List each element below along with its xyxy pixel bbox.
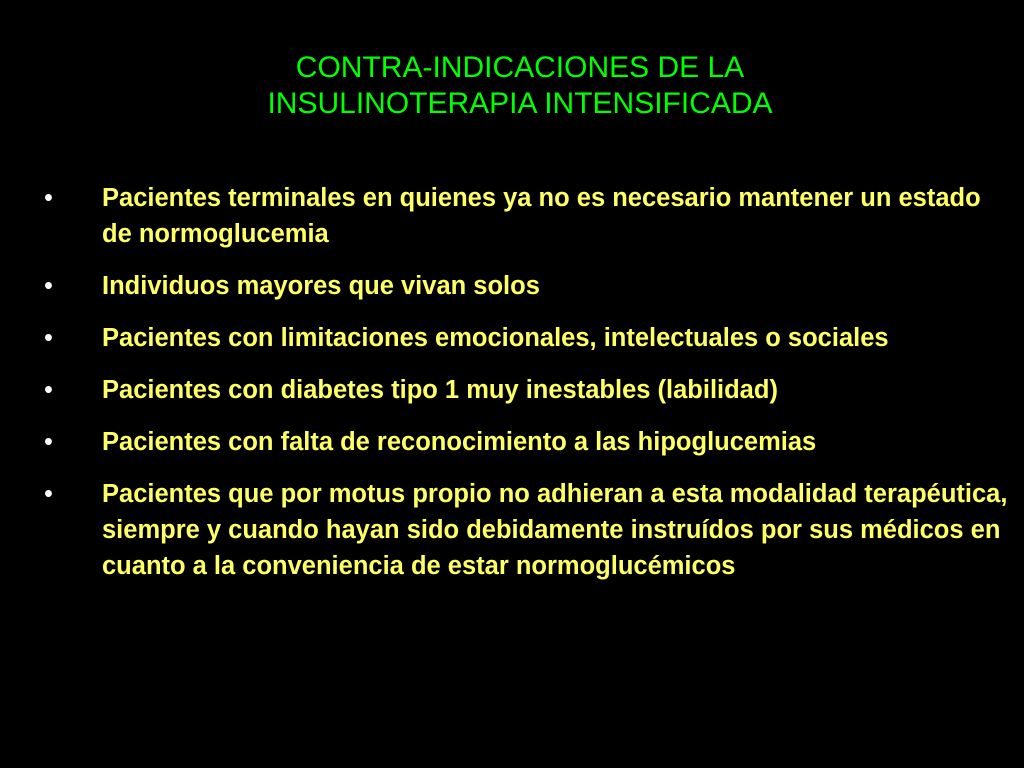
bullet-text: Individuos mayores que vivan solos: [102, 272, 540, 300]
bullet-item: [44, 320, 1014, 356]
bullet-dot-icon: •: [44, 324, 53, 352]
bullet-text: Pacientes terminales en quienes ya no es necesario mantener un estado de normoglucemia: [102, 184, 981, 248]
bullet-dot-icon: •: [44, 376, 53, 404]
bullet-list: [44, 180, 1014, 600]
bullet-item: [44, 268, 1014, 304]
bullet-item: [44, 372, 1014, 408]
bullet-item: [44, 180, 1014, 252]
bullet-dot-icon: •: [44, 428, 53, 456]
bullet-text: Pacientes con falta de reconocimiento a las hipoglucemias: [102, 428, 817, 456]
bullet-text: Pacientes con diabetes tipo 1 muy inestables (labilidad): [102, 376, 778, 404]
slide-title: [0, 50, 1024, 122]
bullet-item: [44, 476, 1014, 584]
bullet-text: Pacientes que por motus propio no adhieran a esta modalidad terapéutica, siempre y cuando hayan sido debidamente instruídos por sus médicos en cuanto a la conveniencia de estar normoglucémicos: [102, 480, 1008, 580]
bullet-dot-icon: •: [44, 480, 53, 508]
bullet-text: Pacientes con limitaciones emocionales, intelectuales o sociales: [102, 324, 889, 352]
bullet-dot-icon: •: [44, 184, 53, 212]
title-line-1: CONTRA-INDICACIONES DE LA: [295, 51, 745, 84]
title-line-2: INSULINOTERAPIA INTENSIFICADA: [267, 87, 773, 120]
bullet-dot-icon: •: [44, 272, 53, 300]
bullet-item: [44, 424, 1014, 460]
